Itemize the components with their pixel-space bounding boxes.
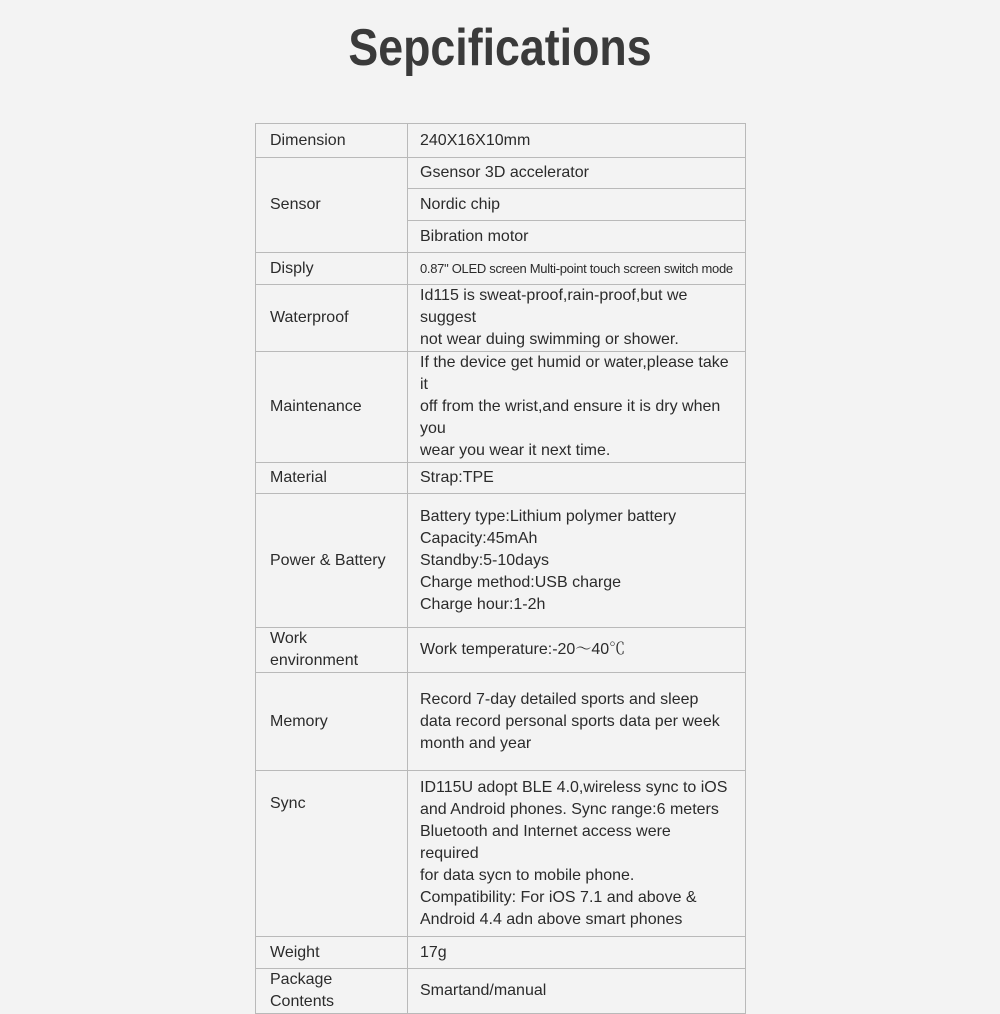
- table-row-weight: [256, 937, 746, 969]
- table-row-dimension: [256, 124, 746, 158]
- spec-label: Package Contents: [256, 969, 408, 1014]
- spec-label: Material: [256, 463, 408, 494]
- spec-label: Memory: [256, 673, 408, 771]
- table-row-material: [256, 463, 746, 494]
- spec-value: Record 7-day detailed sports and sleep data record personal sports data per week month and year: [408, 673, 746, 771]
- table-row-memory: [256, 673, 746, 771]
- table-row-sensor: [256, 158, 746, 189]
- spec-value: Bibration motor: [408, 221, 746, 253]
- spec-value: 240X16X10mm: [408, 124, 746, 158]
- spec-label: Power & Battery: [256, 494, 408, 628]
- spec-label: Disply: [256, 253, 408, 285]
- table-row-maintenance: [256, 352, 746, 463]
- spec-value: Gsensor 3D accelerator: [408, 158, 746, 189]
- table-row-power-battery: [256, 494, 746, 628]
- spec-label: Waterproof: [256, 285, 408, 352]
- spec-value: Strap:TPE: [408, 463, 746, 494]
- spec-label: Sensor: [256, 158, 408, 253]
- spec-value: Work temperature:-20～40℃: [408, 628, 746, 673]
- table-row-display: [256, 253, 746, 285]
- spec-value: 0.87" OLED screen Multi-point touch screen switch mode: [408, 253, 746, 285]
- spec-value: 17g: [408, 937, 746, 969]
- spec-label: Dimension: [256, 124, 408, 158]
- spec-value: Smartand/manual: [408, 969, 746, 1014]
- page-title: Sepcifications: [348, 19, 652, 77]
- spec-value: If the device get humid or water,please take it off from the wrist,and ensure it is dry when you wear you wear it next time.: [408, 352, 746, 463]
- spec-value: Nordic chip: [408, 189, 746, 221]
- table-row-package-contents: [256, 969, 746, 1014]
- spec-label: Weight: [256, 937, 408, 969]
- spec-table: [255, 123, 746, 1014]
- spec-label: Sync: [256, 771, 408, 937]
- spec-label: Work environment: [256, 628, 408, 673]
- table-row-work-environment: [256, 628, 746, 673]
- table-row-sync: [256, 771, 746, 937]
- spec-label: Maintenance: [256, 352, 408, 463]
- spec-value: Id115 is sweat-proof,rain-proof,but we suggest not wear duing swimming or shower.: [408, 285, 746, 352]
- spec-value: Battery type:Lithium polymer battery Capacity:45mAh Standby:5-10days Charge method:USB charge Charge hour:1-2h: [408, 494, 746, 628]
- spec-value: ID115U adopt BLE 4.0,wireless sync to iOS and Android phones. Sync range:6 meters Bluetooth and Internet access were required for data sycn to mobile phone. Compatibility: For iOS 7.1 and above & Android 4.4 adn above smart phones: [408, 771, 746, 937]
- table-row-waterproof: [256, 285, 746, 352]
